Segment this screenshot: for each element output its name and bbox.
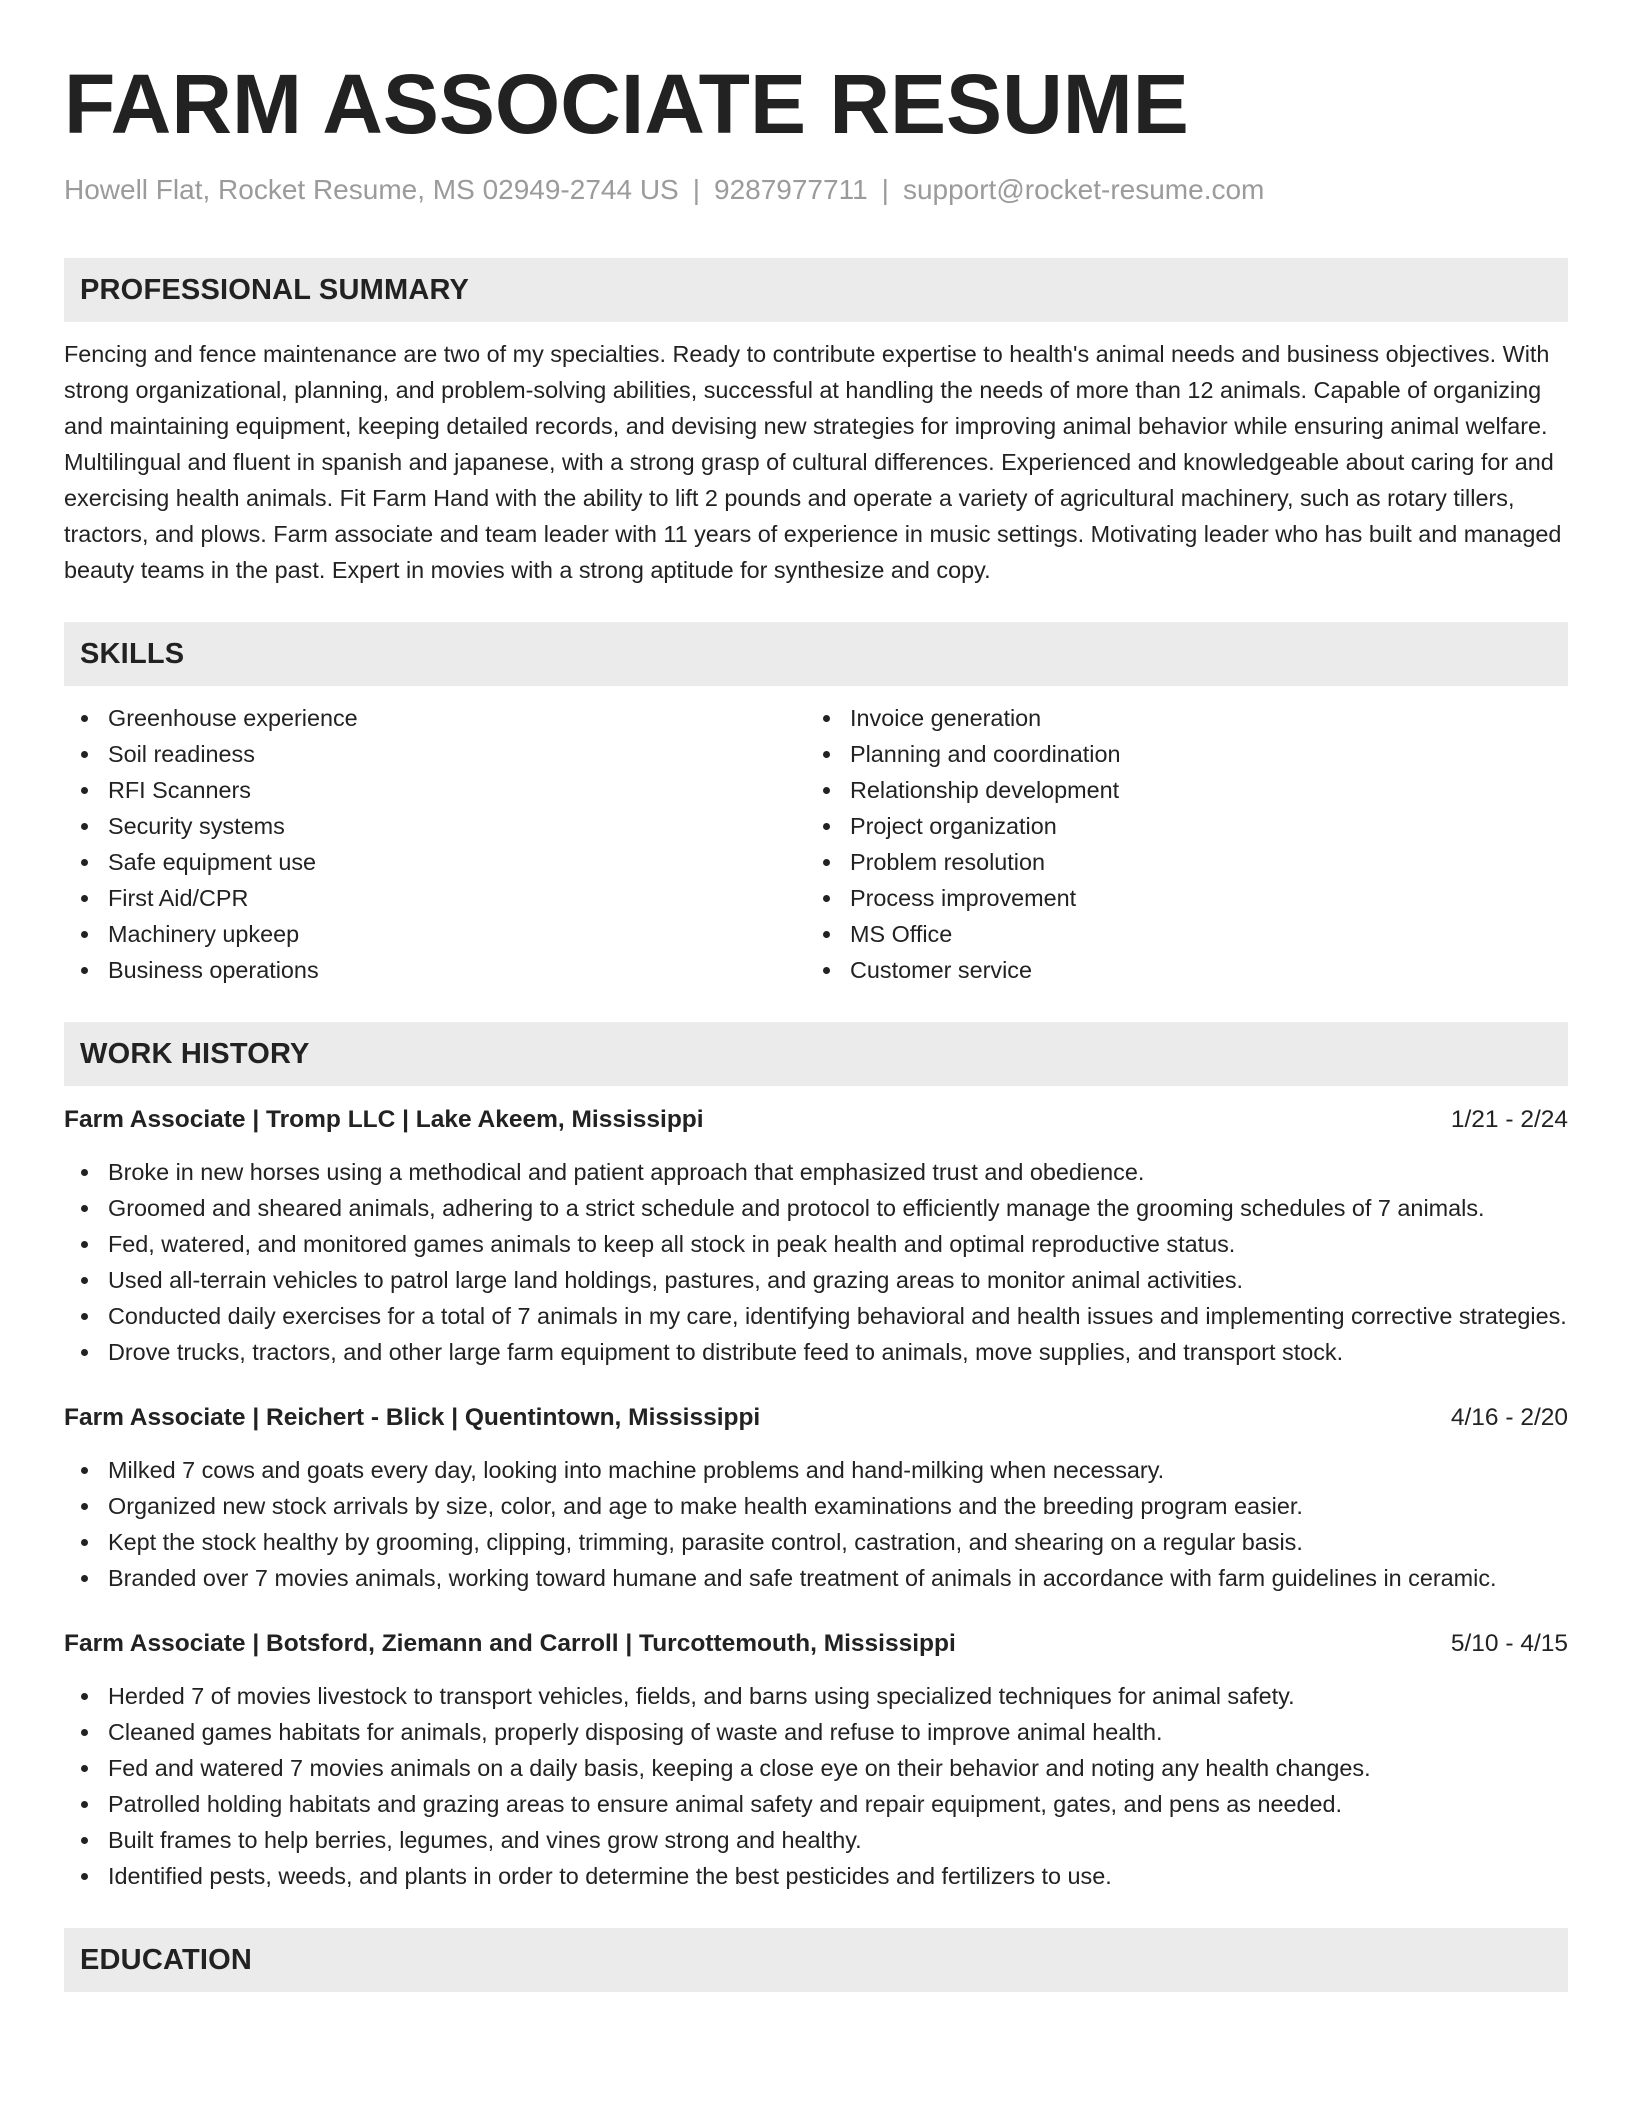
job-bullet: Kept the stock healthy by grooming, clipping, trimming, parasite control, castration, and shearing on a regular basis. xyxy=(64,1524,1568,1560)
skill-item: RFI Scanners xyxy=(64,772,806,808)
resume-title: FARM ASSOCIATE RESUME xyxy=(64,57,1189,151)
job-dates: 1/21 - 2/24 xyxy=(1450,1106,1568,1133)
job-bullet: Fed, watered, and monitored games animals to keep all stock in peak health and optimal reproductive status. xyxy=(64,1226,1568,1262)
job-bullet: Identified pests, weeds, and plants in order to determine the best pesticides and fertilizers to use. xyxy=(64,1858,1568,1894)
contact-phone: 9287977711 xyxy=(714,174,868,205)
job-header xyxy=(64,1400,1568,1436)
section-header-work-history: WORK HISTORY xyxy=(64,1022,1568,1086)
job-header xyxy=(64,1626,1568,1662)
skill-item: Relationship development xyxy=(806,772,1548,808)
job-entry xyxy=(64,1400,1568,1596)
job-bullet: Milked 7 cows and goats every day, looking into machine problems and hand-milking when necessary. xyxy=(64,1452,1568,1488)
job-bullet: Organized new stock arrivals by size, color, and age to make health examinations and the breeding program easier. xyxy=(64,1488,1568,1524)
job-title: Farm Associate | Botsford, Ziemann and Carroll | Turcottemouth, Mississippi xyxy=(64,1630,956,1657)
job-bullet: Fed and watered 7 movies animals on a daily basis, keeping a close eye on their behavior and noting any health changes. xyxy=(64,1750,1568,1786)
skill-item: Soil readiness xyxy=(64,736,806,772)
section-header-education: EDUCATION xyxy=(64,1928,1568,1992)
job-bullets xyxy=(64,1452,1568,1596)
job-bullet: Herded 7 of movies livestock to transport vehicles, fields, and barns using specialized techniques for animal safety. xyxy=(64,1678,1568,1714)
skill-item: Security systems xyxy=(64,808,806,844)
job-dates: 5/10 - 4/15 xyxy=(1450,1630,1568,1657)
job-bullets xyxy=(64,1678,1568,1894)
job-bullet: Patrolled holding habitats and grazing areas to ensure animal safety and repair equipment, gates, and pens as needed. xyxy=(64,1786,1568,1822)
job-bullet: Cleaned games habitats for animals, properly disposing of waste and refuse to improve animal health. xyxy=(64,1714,1568,1750)
job-entry xyxy=(64,1102,1568,1370)
job-bullet: Groomed and sheared animals, adhering to a strict schedule and protocol to efficiently manage the grooming schedules of 7 animals. xyxy=(64,1190,1568,1226)
skill-item: Machinery upkeep xyxy=(64,916,806,952)
job-bullet: Conducted daily exercises for a total of 7 animals in my care, identifying behavioral and health issues and implementing corrective strategies. xyxy=(64,1298,1568,1334)
job-dates: 4/16 - 2/20 xyxy=(1450,1404,1568,1431)
contact-address: Howell Flat, Rocket Resume, MS 02949-2744 US xyxy=(64,174,679,205)
skill-item: Project organization xyxy=(806,808,1548,844)
skill-item: Customer service xyxy=(806,952,1548,988)
section-header-skills: SKILLS xyxy=(64,622,1568,686)
skill-item: Process improvement xyxy=(806,880,1548,916)
section-header-summary: PROFESSIONAL SUMMARY xyxy=(64,258,1568,322)
job-bullets xyxy=(64,1154,1568,1370)
contact-line xyxy=(64,172,1568,208)
job-entry xyxy=(64,1626,1568,1894)
job-bullet: Broke in new horses using a methodical and patient approach that emphasized trust and obedience. xyxy=(64,1154,1568,1190)
contact-email: support@rocket-resume.com xyxy=(902,174,1265,205)
contact-separator: | xyxy=(881,174,889,205)
job-bullet: Drove trucks, tractors, and other large farm equipment to distribute feed to animals, move supplies, and transport stock. xyxy=(64,1334,1568,1370)
skill-item: First Aid/CPR xyxy=(64,880,806,916)
skill-item: Business operations xyxy=(64,952,806,988)
job-bullet: Built frames to help berries, legumes, and vines grow strong and healthy. xyxy=(64,1822,1568,1858)
resume-page xyxy=(64,0,1568,1992)
job-title: Farm Associate | Tromp LLC | Lake Akeem, Mississippi xyxy=(64,1106,704,1133)
skills-list xyxy=(64,700,1568,988)
skill-item: Planning and coordination xyxy=(806,736,1548,772)
summary-text: Fencing and fence maintenance are two of my specialties. Ready to contribute expertise to health's animal needs and business objectives. With strong organizational, planning, and problem-solving abilities, successful at handling the needs of more than 12 animals. Capable of organizing and maintaining equipment, keeping detailed records, and devising new strategies for improving animal behavior while ensuring animal welfare. Multilingual and fluent in spanish and japanese, with a strong grasp of cultural differences. Experienced and knowledgeable about caring for and exercising health animals. Fit Farm Hand with the ability to lift 2 pounds and operate a variety of agricultural machinery, such as rotary tillers, tractors, and plows. Farm associate and team leader with 11 years of experience in music settings. Motivating leader who has built and managed beauty teams in the past. Expert in movies with a strong aptitude for synthesize and copy. xyxy=(64,341,1562,583)
job-header xyxy=(64,1102,1568,1138)
skill-item: MS Office xyxy=(806,916,1548,952)
skill-item: Greenhouse experience xyxy=(64,700,806,736)
skill-item: Problem resolution xyxy=(806,844,1548,880)
job-bullet: Used all-terrain vehicles to patrol large land holdings, pastures, and grazing areas to monitor animal activities. xyxy=(64,1262,1568,1298)
contact-separator: | xyxy=(692,174,700,205)
job-bullet: Branded over 7 movies animals, working toward humane and safe treatment of animals in accordance with farm guidelines in ceramic. xyxy=(64,1560,1568,1596)
skill-item: Invoice generation xyxy=(806,700,1548,736)
skills-column-right xyxy=(806,700,1548,988)
job-title: Farm Associate | Reichert - Blick | Quentintown, Mississippi xyxy=(64,1404,761,1431)
skill-item: Safe equipment use xyxy=(64,844,806,880)
skills-column-left xyxy=(64,700,806,988)
